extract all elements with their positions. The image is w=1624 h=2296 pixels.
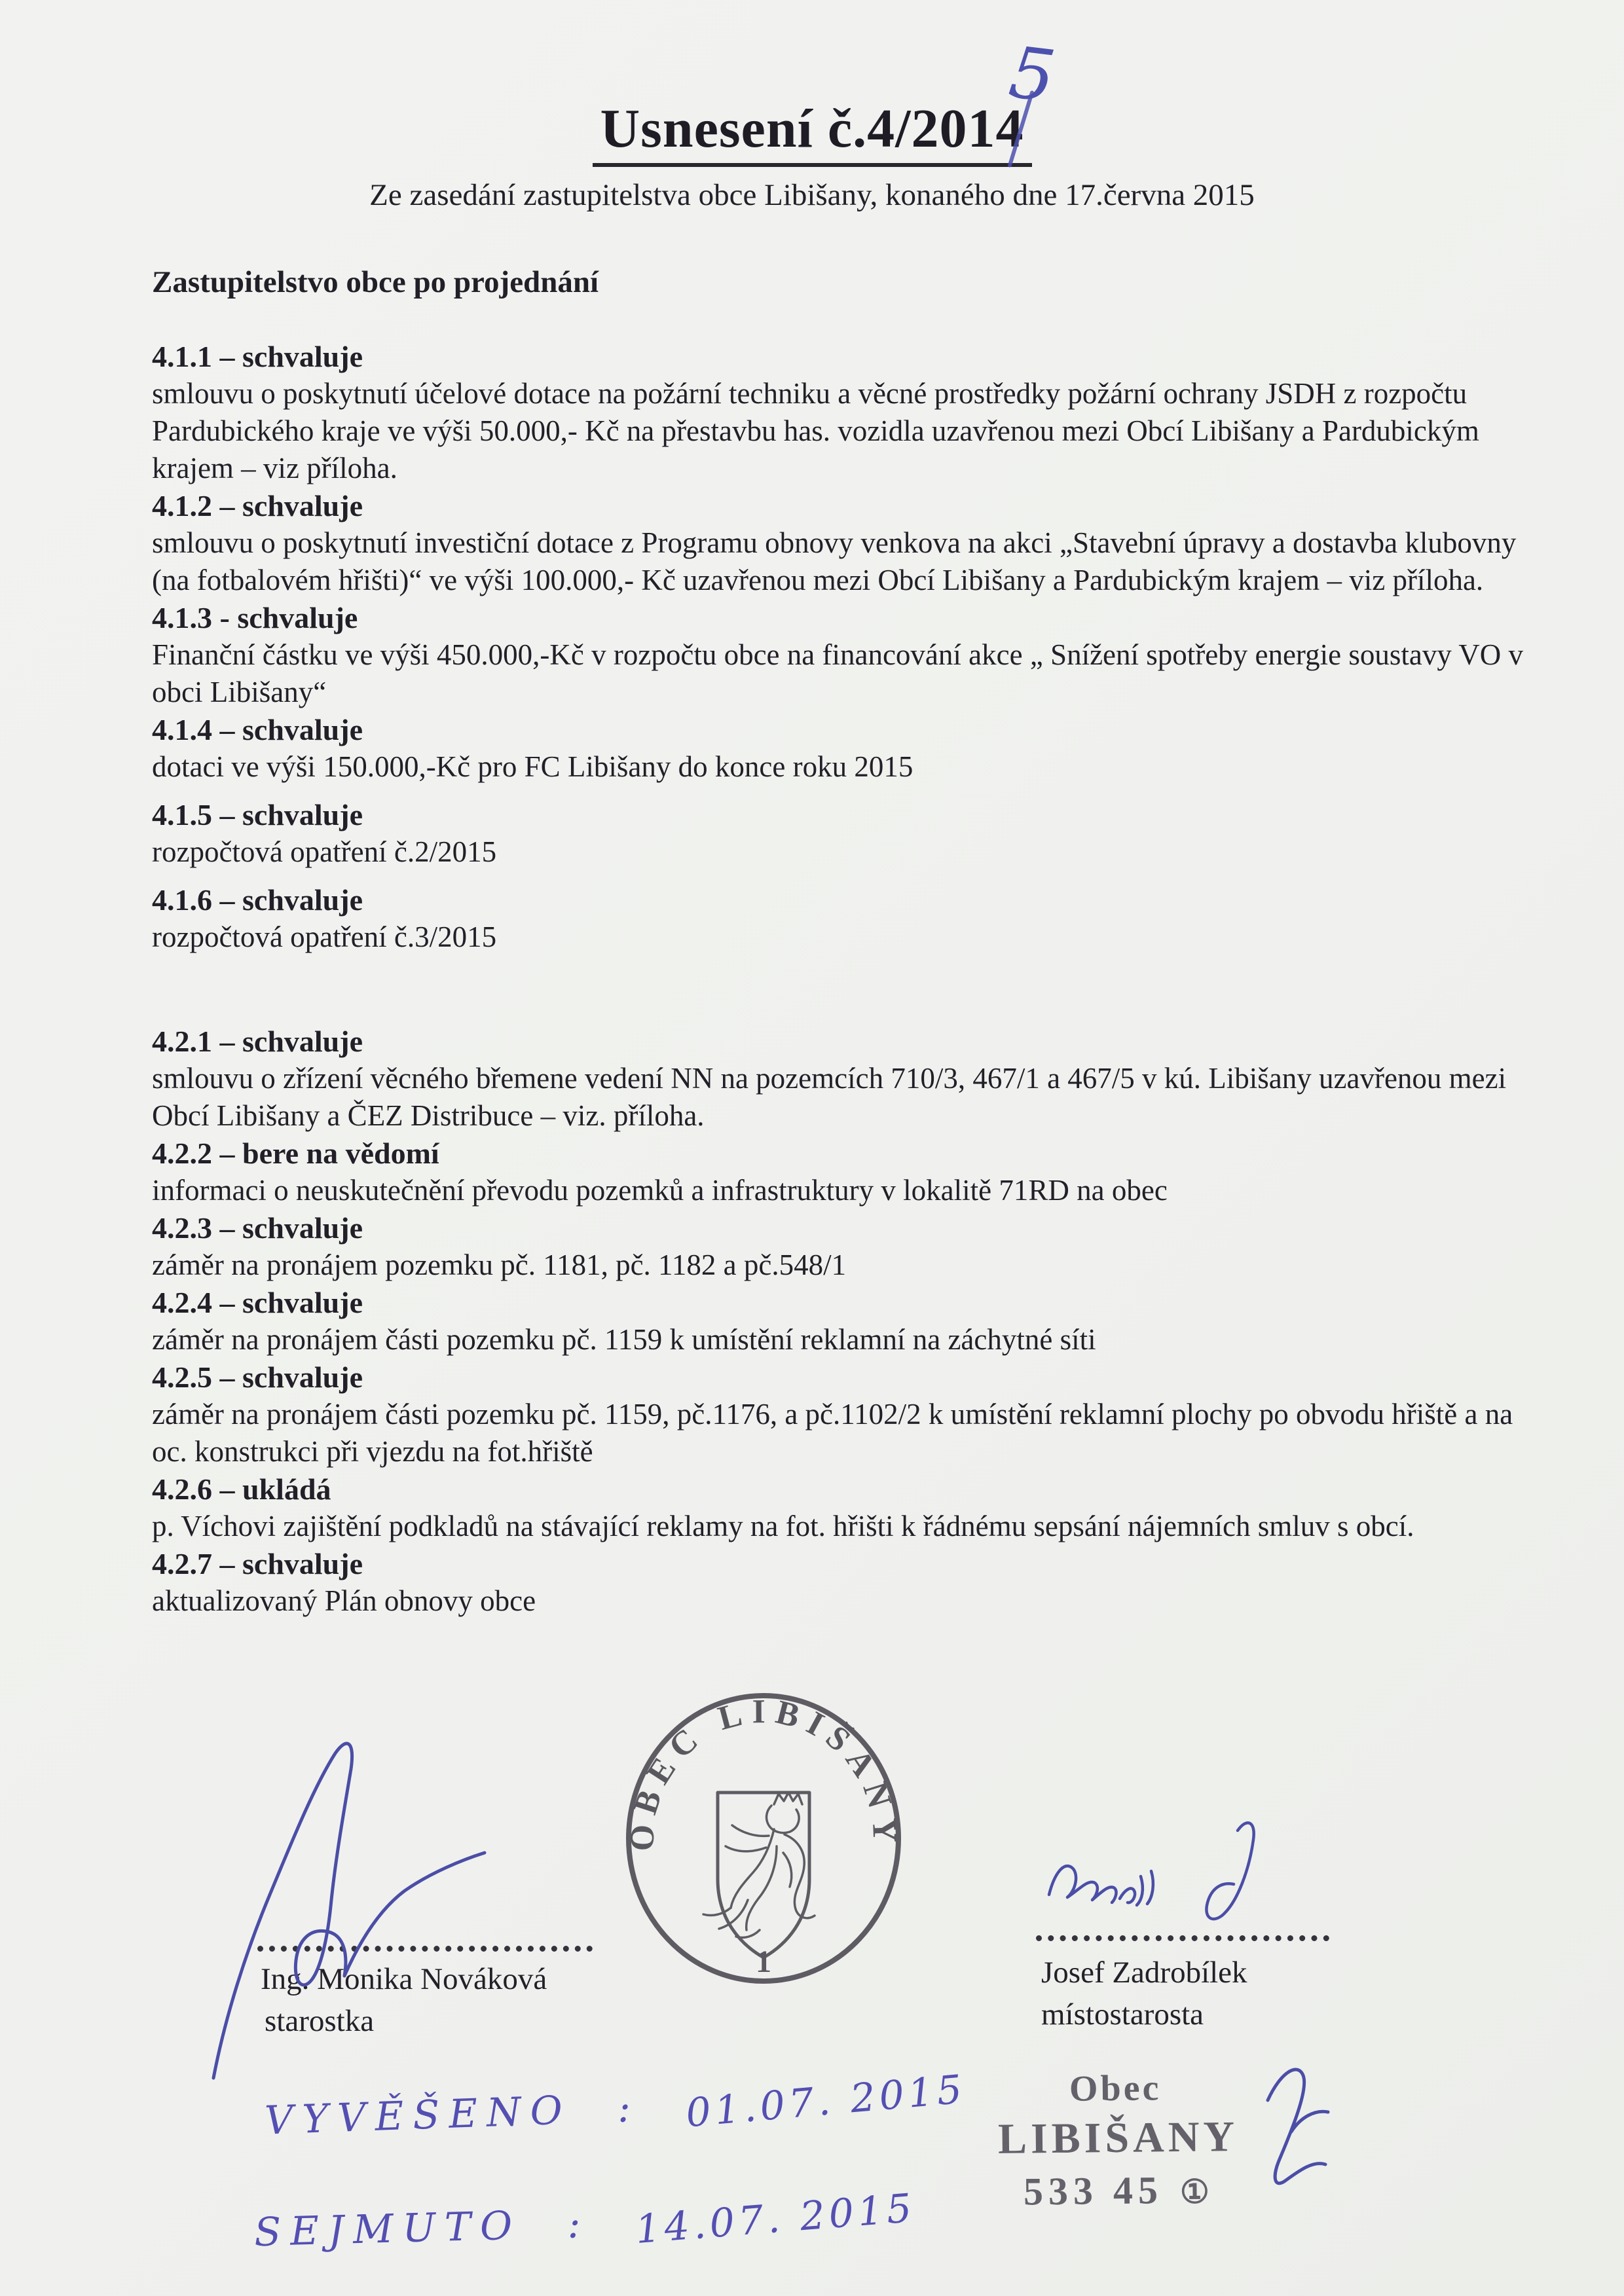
address-stamp-postcode: 533 45 (1023, 2168, 1164, 2214)
resolution-body: záměr na pronájem části pozemku pč. 1159, pč.1176, a pč.1102/2 k umístění reklamní plochy po obvodu hřiště a na oc. konstrukci při vjezdu na fot.hřiště (152, 1398, 1513, 1468)
resolution-body: záměr na pronájem pozemku pč. 1181, pč. 1182 a pč.548/1 (152, 1248, 847, 1281)
resolution-item (152, 1470, 1531, 1545)
resolution-item (152, 599, 1531, 711)
resolution-heading: 4.2.2 – bere na vědomí (152, 1137, 439, 1170)
removed-note (253, 2185, 917, 2256)
signer-name-right: Josef Zadrobílek (1041, 1956, 1247, 1990)
resolution-item (152, 338, 1531, 487)
resolution-item (152, 796, 1531, 871)
resolution-body: dotaci ve výši 150.000,-Kč pro FC Libišany do konce roku 2015 (152, 750, 913, 783)
address-stamp-line1: Obec (1069, 2068, 1162, 2109)
resolution-heading: 4.1.5 – schvaluje (152, 798, 363, 831)
address-stamp-line2: LIBIŠANY (997, 2113, 1239, 2163)
paraph-initials (1228, 2048, 1346, 2225)
resolution-body: aktualizovaný Plán obnovy obce (152, 1584, 536, 1617)
signer-role-right: místostarosta (1041, 1997, 1204, 2032)
round-stamp-ring-label (623, 1693, 904, 1851)
posted-colon: : (616, 2085, 632, 2132)
resolution-body: p. Víchovi zajištění podkladů na stávající reklamy na fot. hřišti k řádnému sepsání nájemních smluv s obcí. (152, 1510, 1414, 1542)
round-stamp-number: 1 (756, 1944, 771, 1979)
resolution-body: rozpočtová opatření č.3/2015 (152, 920, 497, 953)
signer-role-left: starostka (265, 2004, 375, 2038)
handwritten-page-number: 5 (1005, 31, 1060, 118)
resolution-item (152, 711, 1531, 786)
resolution-body: informaci o neuskutečnění převodu pozemků a infrastruktury v lokalitě 71RD na obec (152, 1174, 1168, 1207)
removed-label: SEJMUTO (253, 2202, 523, 2256)
resolution-heading: 4.1.4 – schvaluje (152, 713, 363, 746)
resolution-item (152, 1135, 1531, 1209)
resolution-body: Finanční částku ve výši 450.000,-Kč v rozpočtu obce na financování akce „ Snížení spotřeby energie soustavy VO v obci Libišany“ (152, 638, 1524, 708)
resolution-heading: 4.1.1 – schvaluje (152, 340, 363, 373)
posted-label: VYVĚŠENO (264, 2087, 572, 2144)
page-title (593, 97, 1032, 167)
resolution-heading: 4.2.3 – schvaluje (152, 1211, 363, 1245)
resolution-heading: 4.1.3 - schvaluje (152, 601, 358, 634)
resolution-heading: 4.2.7 – schvaluje (152, 1547, 363, 1580)
signature-mistostarosta (1022, 1811, 1329, 1951)
resolution-item (152, 881, 1531, 956)
signature-starostka (162, 1707, 529, 2090)
resolution-item (152, 1023, 1531, 1135)
resolutions-list (152, 338, 1531, 1620)
resolution-item (152, 1545, 1531, 1620)
resolution-heading: 4.2.4 – schvaluje (152, 1286, 363, 1319)
resolution-item (152, 487, 1531, 599)
round-stamp-ring-text: OBEC LIBIŠANY (623, 1693, 904, 1852)
address-stamp (997, 2066, 1239, 2215)
posted-date: 01.07. 2015 (684, 2066, 968, 2137)
resolution-heading: 4.2.5 – schvaluje (152, 1360, 363, 1394)
resolution-body: smlouvu o poskytnutí účelové dotace na požární techniku a věcné prostředky požární ochrany JSDH z rozpočtu Pardubického kraje ve výši 50.000,- Kč na přestavbu has. vozidla uzavřenou mezi Obcí Libišany a Pardubickým krajem – viz příloha. (152, 377, 1479, 484)
document-subtitle: Ze zasedání zastupitelstva obce Libišany, konaného dne 17.června 2015 (369, 178, 1255, 212)
municipal-round-stamp (619, 1689, 909, 1988)
resolution-body: rozpočtová opatření č.2/2015 (152, 835, 497, 868)
resolution-heading: 4.1.6 – schvaluje (152, 883, 363, 917)
resolution-item (152, 1209, 1531, 1284)
intro-heading: Zastupitelstvo obce po projednání (152, 265, 599, 299)
resolution-body: smlouvu o zřízení věcného břemene vedení NN na pozemcích 710/3, 467/1 a 467/5 v kú. Libišany uzavřenou mezi Obcí Libišany a ČEZ Distribuce – viz. příloha. (152, 1062, 1507, 1132)
address-stamp-badge: ① (1179, 2173, 1210, 2210)
title-block (0, 97, 1624, 213)
resolution-body: smlouvu o poskytnutí investiční dotace z Programu obnovy venkova na akci „Stavební úpravy a dostavba klubovny (na fotbalovém hřišti)“ ve výši 100.000,- Kč uzavřenou mezi Obcí Libišany a Pardubickým krajem – viz příloha. (152, 526, 1517, 596)
coat-of-arms-lion-shield (703, 1793, 815, 1958)
resolution-heading: 4.2.1 – schvaluje (152, 1025, 363, 1058)
address-stamp-line3 (998, 2167, 1234, 2215)
page-title-text: Usnesení č.4/2014 (600, 98, 1024, 159)
resolution-item (152, 1358, 1531, 1470)
removed-date: 14.07. 2015 (634, 2185, 917, 2253)
resolution-heading: 4.2.6 – ukládá (152, 1472, 331, 1506)
resolution-heading: 4.1.2 – schvaluje (152, 489, 363, 522)
resolution-item (152, 1284, 1531, 1358)
removed-colon: : (566, 2201, 581, 2248)
signer-name-left: Ing. Monika Nováková (261, 1962, 547, 1996)
resolution-body: záměr na pronájem části pozemku pč. 1159 k umístění reklamní na záchytné síti (152, 1323, 1096, 1356)
